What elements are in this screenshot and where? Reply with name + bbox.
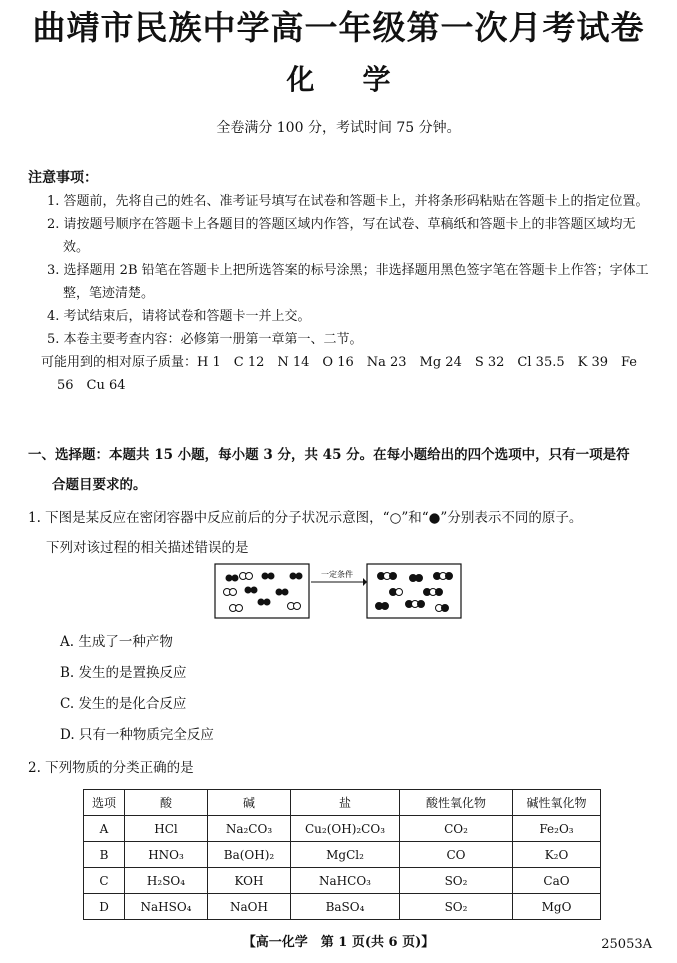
arrow-label: 一定条件 [321, 570, 353, 579]
after-molecules [376, 573, 453, 612]
atomic-masses: 可能用到的相对原子质量：H 1 C 12 N 14 O 16 Na 23 Mg 24 S 32 Cl 35.5 K 39 Fe 56 Cu 64 [41, 355, 638, 393]
table-cell: SO₂ [400, 894, 513, 920]
question-1-prompt: 下列对该过程的相关描述错误的是 [46, 540, 249, 556]
question-2-stem: 2. 下列物质的分类正确的是 [28, 760, 194, 776]
header-cell: 盐 [291, 790, 400, 816]
table-row [84, 842, 601, 868]
arrow-head-icon [363, 578, 367, 586]
table-cell: Fe₂O₃ [513, 816, 601, 842]
header-cell: 碱 [208, 790, 291, 816]
note-item: 1. 答题前，先将自己的姓名、准考证号填写在试卷和答题卡上，并将条形码粘贴在答题卡上的指定位置。 [47, 194, 649, 209]
table-row [84, 816, 601, 842]
table-cell: D [84, 894, 125, 920]
table-cell: Na₂CO₃ [208, 816, 291, 842]
table-cell: KOH [208, 868, 291, 894]
table-cell: C [84, 868, 125, 894]
header-cell: 选项 [84, 790, 125, 816]
header-cell: 酸 [125, 790, 208, 816]
exam-info: 全卷满分 100 分，考试时间 75 分钟。 [216, 120, 461, 136]
section-heading [28, 440, 658, 500]
table-cell: A [84, 816, 125, 842]
table-cell: B [84, 842, 125, 868]
table-cell: NaOH [208, 894, 291, 920]
table-header-row [84, 790, 601, 816]
table-cell: Ba(OH)₂ [208, 842, 291, 868]
table-cell: K₂O [513, 842, 601, 868]
note-item: 2. 请按题号顺序在答题卡上各题目的答题区域内作答，写在试卷、草稿纸和答题卡上的非答题区域均无效。 [47, 217, 636, 255]
header-cell: 碱性氧化物 [513, 790, 601, 816]
option-b: B. 发生的是置换反应 [60, 665, 187, 681]
option-d: D. 只有一种物质完全反应 [60, 727, 214, 743]
table-cell: NaHSO₄ [125, 894, 208, 920]
option-c: C. 发生的是化合反应 [60, 696, 187, 712]
header-cell: 酸性氧化物 [400, 790, 513, 816]
classification-table [83, 789, 601, 920]
question-1-stem: 1. 下图是某反应在密闭容器中反应前后的分子状况示意图，“○”和“●”分别表示不同的原子。 [28, 510, 583, 526]
option-a: A. 生成了一种产物 [60, 634, 173, 650]
table-cell: CaO [513, 868, 601, 894]
notes-list [41, 190, 652, 397]
question-1 [28, 503, 668, 563]
table-cell: MgO [513, 894, 601, 920]
section-heading-line: 合题目要求的。 [52, 477, 147, 493]
note-item: 4. 考试结束后，请将试卷和答题卡一并上交。 [47, 309, 311, 324]
table-cell: BaSO₄ [291, 894, 400, 920]
table-cell: SO₂ [400, 868, 513, 894]
table-cell: NaHCO₃ [291, 868, 400, 894]
table-cell: CO [400, 842, 513, 868]
table-row [84, 894, 601, 920]
note-item: 5. 本卷主要考查内容：必修第一册第一章第一、二节。 [47, 332, 363, 347]
table-cell: HCl [125, 816, 208, 842]
paper-code: 25053A [601, 937, 652, 952]
molecule-diagram [213, 562, 463, 622]
table-cell: Cu₂(OH)₂CO₃ [291, 816, 400, 842]
table-row [84, 868, 601, 894]
table-cell: H₂SO₄ [125, 868, 208, 894]
table-cell: HNO₃ [125, 842, 208, 868]
note-item: 3. 选择题用 2B 铅笔在答题卡上把所选答案的标号涂黑；非选择题用黑色签字笔在答题卡上作答；字体工整，笔迹清楚。 [47, 263, 649, 301]
before-black-molecules [226, 573, 303, 606]
table-cell: MgCl₂ [291, 842, 400, 868]
section-heading-line: 一、选择题：本题共 15 小题，每小题 3 分，共 45 分。在每小题给出的四个选项中，只有一项是符 [28, 447, 630, 463]
subject-title: 化学 [286, 63, 439, 96]
notes-heading: 注意事项： [28, 170, 98, 186]
question-1-options [60, 627, 214, 751]
table-cell: CO₂ [400, 816, 513, 842]
page-footer: 【高一化学 第 1 页(共 6 页)】 [242, 935, 435, 950]
exam-title: 曲靖市民族中学高一年级第一次月考试卷 [32, 8, 645, 47]
